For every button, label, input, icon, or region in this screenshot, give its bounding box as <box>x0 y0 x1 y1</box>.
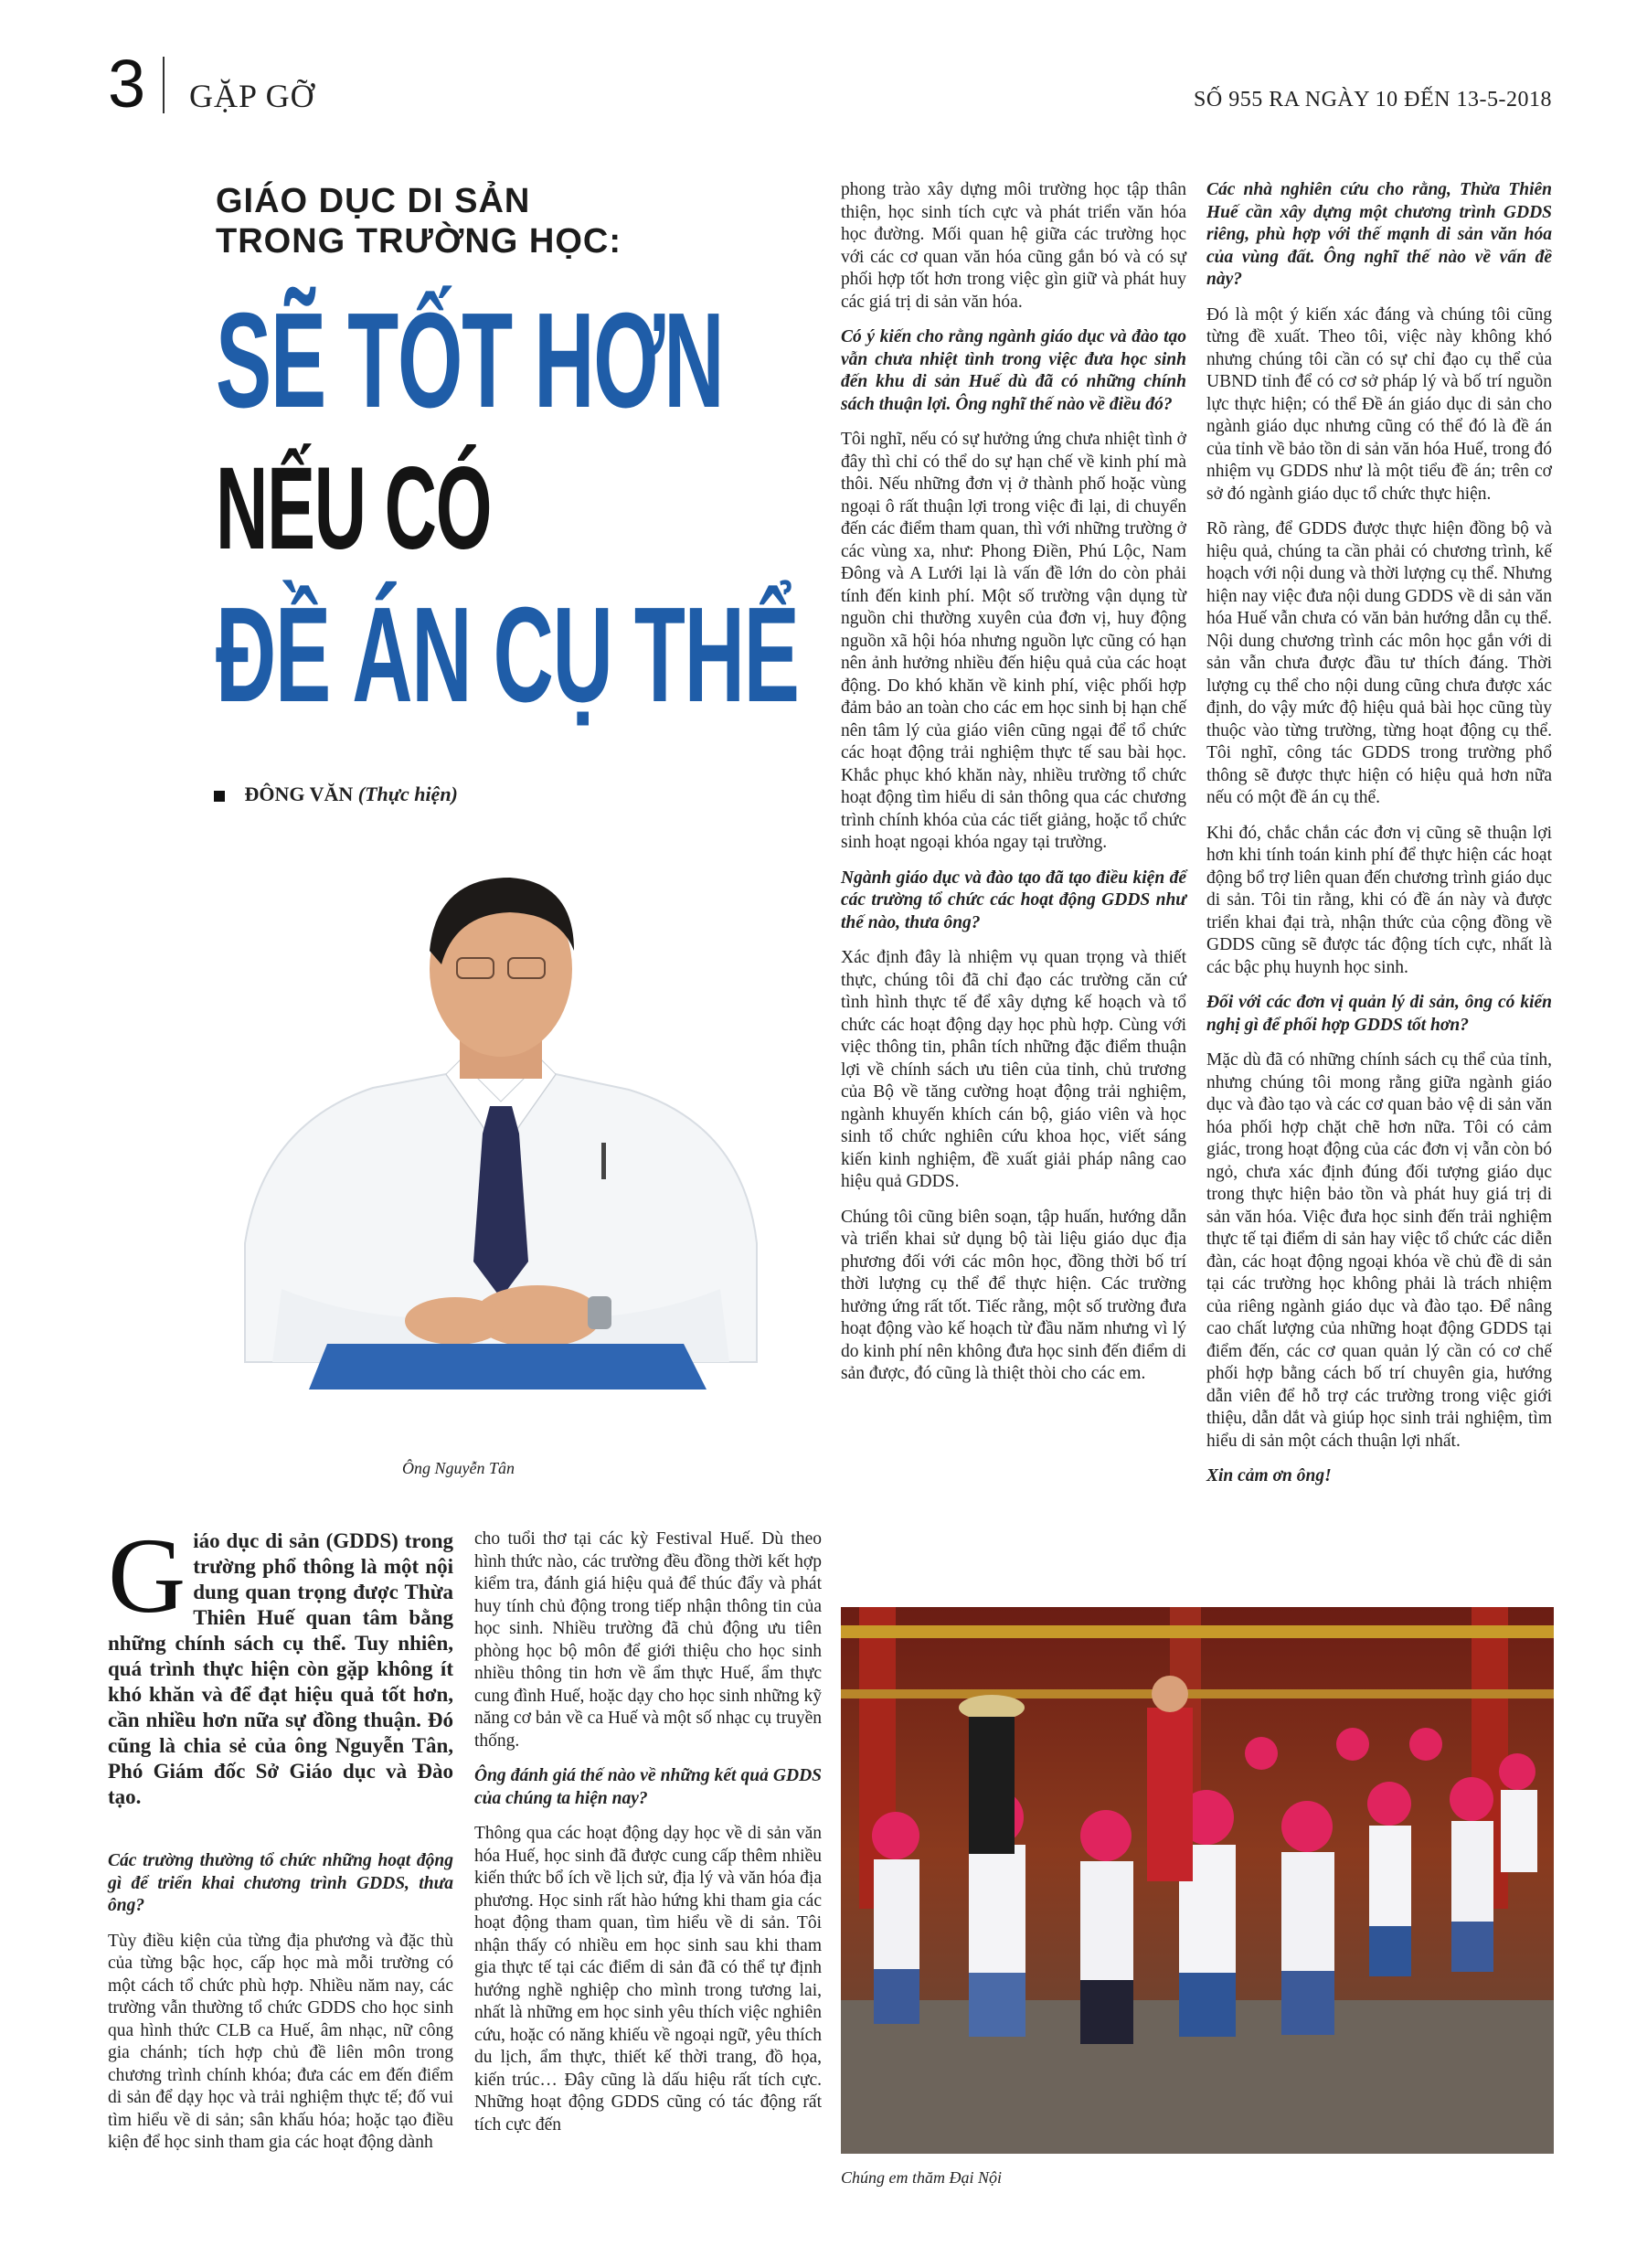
photo-caption: Chúng em thăm Đại Nội <box>841 2168 1003 2187</box>
header-divider <box>163 57 165 113</box>
question-6: Đối với các đơn vị quản lý di sản, ông có kiến nghị gì để phối hợp GDDS tốt hơn? <box>1206 993 1552 1035</box>
portrait-photo <box>208 850 793 1435</box>
headline-line-3: ĐỀ ÁN CỤ THỂ <box>216 580 799 730</box>
answer-6: Mặc dù đã có những chính sách cụ thể của tỉnh, nhưng chúng tôi mong rằng giữa ngành giáo dục và đào tạo và các cơ quan bảo vệ di sản văn hóa phối hợp chặt chẽ hơn nữa. Tôi có cảm giác, trong hoạt động của các đơn vị vẫn còn bó ngỏ, chưa xác định đúng đối tượng giáo dục trong thực hiện bảo tồn và phát huy giá trị di sản văn hóa. Việc đưa học sinh đến trải nghiệm thực tế tại điểm di sản hay việc tổ chức các diễn đàn, các hoạt động ngoại khóa về chủ đề di sản tại các trường học không phải là trách nhiệm của riêng ngành giáo dục và đào tạo. Để nâng cao chất lượng của những hoạt động GDDS tại điểm đến, các cơ quan quản lý cần có cơ chế phối hợp bằng cách bố trí chuyên gia, hướng dẫn viên để hỗ trợ các trường trong việc giới thiệu, dẫn dắt và giúp học sinh trải nghiệm, tìm hiểu di sản một cách thuận lợi nhất. <box>1206 1050 1552 1451</box>
section-title: GẶP GỠ <box>189 78 315 114</box>
answer-4: Xác định đây là nhiệm vụ quan trọng và thiết thực, chúng tôi đã chỉ đạo các trường căn cứ tình hình thực tế để xây dựng kế hoạch và tổ chức các hoạt động dạy học phù hợp. Cùng với việc thông tin, phân tích những đặc điểm thuận lợi về chính sách ưu tiên của tỉnh, chủ trương của Bộ về tăng cường hoạt động trải nghiệm, ngành khuyến khích cán bộ, giáo viên và học sinh tổ chức nghiên cứu khoa học, viết sáng kiến kinh nghiệm, đề xuất giải pháp nâng cao hiệu quả GDDS. <box>841 948 1186 1191</box>
answer-1: Tùy điều kiện của từng địa phương và đặc thù của từng bậc học, cấp học mà mỗi trường có một cách tổ chức phù hợp. Nhiều năm nay, các trường vẫn thường tổ chức GDDS cho học sinh qua hình thức CLB ca Huế, âm nhạc, nữ công gia chánh; tích hợp chủ đề liên môn trong chương trình chính khóa; đưa các em đến điểm di sản để dạy học và trải nghiệm thực tế; đố vui tìm hiểu về di sản; sân khấu hóa; hoặc tạo điều kiện để học sinh tham gia các hoạt động dành <box>108 1931 453 2152</box>
kicker-line: GIÁO DỤC DI SẢN <box>216 182 531 220</box>
headline <box>216 285 837 730</box>
question-3: Có ý kiến cho rằng ngành giáo dục và đào tạo vẫn chưa nhiệt tình trong việc đưa học sinh đến khu di sản Huế dù đã có những chính sách thuận lợi. Ông nghĩ thế nào về điều đó? <box>841 327 1186 414</box>
students-photo <box>841 1607 1554 2154</box>
kicker <box>216 181 801 261</box>
headline-line-1: SẼ TỐT HƠN <box>216 285 724 436</box>
kicker-line: TRONG TRƯỜNG HỌC: <box>216 222 622 261</box>
column-3 <box>841 179 1186 1399</box>
question-4: Ngành giáo dục và đào tạo đã tạo điều kiện để các trường tổ chức các hoạt động GDDS như thế nào, thưa ông? <box>841 868 1186 932</box>
answer-3: Tôi nghĩ, nếu có sự hưởng ứng chưa nhiệt tình ở đây thì chỉ có thể do sự hạn chế về kinh phí mà thôi. Nếu những đơn vị ở thành phố hoặc vùng ngoại ô rất thuận lợi trong việc đi lại, di chuyển đến các điểm tham quan, thì với những trường ở các vùng xa, như: Phong Điền, Phú Lộc, Nam Đông và A Lưới lại là vấn đề lớn do còn phải tính đến kinh phí. Một số trường vận dụng từ nguồn chi thường xuyên của đơn vị, huy động nguồn xã hội hóa nhưng nguồn lực cũng có hạn nên ảnh hưởng nhiều đến hiệu quả của các hoạt động. Do khó khăn về kinh phí, việc phối hợp đảm bảo an toàn cho các em học sinh bị hạn chế nên tâm lý của giáo viên cũng ngại để tổ chức các hoạt động trải nghiệm thực tế sau bài học. Khắc phục khó khăn này, nhiều trường tổ chức hoạt động tìm hiểu di sản thông qua các chương trình chính khóa của các tiết giảng, hoặc tổ chức sinh hoạt ngoại khóa ngay tại trường. <box>841 430 1186 852</box>
closing: Xin cảm ơn ông! <box>1206 1466 1332 1485</box>
column-4 <box>1206 179 1552 1501</box>
portrait-caption: Ông Nguyễn Tân <box>402 1459 515 1477</box>
issue-date: SỐ 955 RA NGÀY 10 ĐẾN 13-5-2018 <box>1194 88 1552 112</box>
paragraph: cho tuổi thơ tại các kỳ Festival Huế. Dù theo hình thức nào, các trường đều đồng thời kết hợp kiểm tra, đánh giá hiệu quả để thúc đẩy và phát huy tính chủ động trong tiếp nhận thông tin của học sinh. Nhiều trường đã chủ động ưu tiên phòng học bộ môn để giới thiệu cho học sinh nhiều thông tin hơn về ẩm thực Huế, ẩm thực cung đình Huế, hoặc dạy cho học sinh những kỹ năng cơ bản về ca Huế và một số nhạc cụ truyền thống. <box>474 1529 822 1751</box>
author: ĐÔNG VĂN <box>244 783 354 805</box>
answer-5: Đó là một ý kiến xác đáng và chúng tôi cũng từng đề xuất. Theo tôi, việc này không khó nhưng chúng tôi cần có sự chỉ đạo cụ thể của UBND tỉnh để có cơ sở pháp lý và bố trí nguồn lực thực hiện; có thể Đề án giáo dục di sản cho ngành giáo dục nhưng cũng có thể đó là đề án của tỉnh về bảo tồn di sản văn hóa Huế, trong đó nhiệm vụ GDDS như là một tiểu đề án; trên cơ sở đó ngành giáo dục tổ chức thực hiện. <box>1206 304 1552 504</box>
lead-text: iáo dục di sản (GDDS) trong trường phổ thông là một nội dung quan trọng được Thừa Thiên Huế quan tâm bằng những chính sách cụ thể. Tuy nhiên, quá trình thực hiện còn gặp không ít khó khăn và để đạt hiệu quả tốt hơn, cần nhiều hơn nữa sự đồng thuận. Đó cũng là chia sẻ của ông Nguyễn Tân, Phó Giám đốc Sở Giáo dục và Đào tạo. <box>108 1529 453 1808</box>
paragraph: Chúng tôi cũng biên soạn, tập huấn, hướng dẫn và triển khai sử dụng bộ tài liệu giáo dục địa phương đối với các môn học, đồng thời bố trí thời lượng cụ thể để thực hiện. Các trường hưởng ứng rất tốt. Tiếc rằng, một số trường đưa hoạt động vào kế hoạch từ đầu năm nhưng vì lý do kinh phí nên không đưa học sinh đến điểm di sản được, đó cũng là thiệt thòi cho các em. <box>841 1207 1186 1383</box>
question-1: Các trường thường tổ chức những hoạt động gì để triển khai chương trình GDDS, thưa ông? <box>108 1851 453 1915</box>
question-5: Các nhà nghiên cứu cho rằng, Thừa Thiên Huế cần xây dựng một chương trình GDDS riêng, phù hợp với thế mạnh di sản văn hóa của vùng đất. Ông nghĩ thế nào về vấn đề này? <box>1206 180 1552 289</box>
lead-paragraph <box>108 1516 453 1810</box>
author-role: (Thực hiện) <box>357 783 458 805</box>
bullet-square-icon <box>214 791 225 802</box>
answer-2: Thông qua các hoạt động dạy học về di sản văn hóa Huế, học sinh đã được cung cấp thêm nhiều kiến thức bổ ích về lịch sử, địa lý và văn hóa địa phương. Học sinh rất hào hứng khi tham gia các hoạt động tham quan, tìm hiểu về di sản. Tôi nhận thấy có nhiều em học sinh sau khi tham gia thực tế tại các điểm di sản đã có thể tự định hướng nghề nghiệp cho mình trong tương lai, nhất là những em học sinh yêu thích việc nghiên cứu, hoặc có năng khiếu về ngoại ngữ, yêu thích du lịch, ẩm thực, thiết kế thời trang, đồ họa, kiến trúc… Đây cũng là dấu hiệu rất tích cực. Những hoạt động GDDS cũng có tác động rất tích cực đến <box>474 1824 822 2135</box>
column-1 <box>108 1516 453 2167</box>
byline <box>214 783 458 806</box>
drop-cap: G <box>108 1516 186 1635</box>
column-2 <box>474 1528 822 2149</box>
paragraph: Khi đó, chắc chắn các đơn vị cũng sẽ thuận lợi hơn khi tính toán kinh phí để thực hiện các hoạt động bổ trợ liên quan đến chương trình giáo dục di sản. Tôi tin rằng, khi có đề án này và được triển khai đại trà, nhận thức của cộng đồng về GDDS cũng sẽ được tác động tích cực, nhất là các bậc phụ huynh học sinh. <box>1206 823 1552 977</box>
question-2: Ông đánh giá thế nào về những kết quả GDDS của chúng ta hiện nay? <box>474 1766 822 1808</box>
paragraph: phong trào xây dựng môi trường học tập thân thiện, học sinh tích cực và phát triển văn hóa học đường. Mối quan hệ giữa các trường học với các cơ quan văn hóa cũng gắn bó và có sự phối hợp tốt hơn trong việc gìn giữ và phát huy các giá trị di sản văn hóa. <box>841 180 1186 312</box>
paragraph: Rõ ràng, để GDDS được thực hiện đồng bộ và hiệu quả, chúng ta cần phải có chương trình, kế hoạch với nội dung và thời lượng cụ thể. Nhưng hiện nay việc đưa nội dung GDDS về di sản văn hóa Huế vẫn chưa có văn bản hướng dẫn cụ thể. Nội dung chương trình các môn học gắn với di sản vẫn chưa được đầu tư thích đáng. Thời lượng cụ thể cho nội dung cũng chưa được xác định, do vậy mức độ hiệu quả bài học cũng tùy thuộc vào từng trường, từng hoạt động cụ thể. Tôi nghĩ, công tác GDDS trong trường phổ thông sẽ được thực hiện có hiệu quả hơn nữa nếu có một đề án cụ thể. <box>1206 519 1552 807</box>
page-number: 3 <box>108 46 146 122</box>
headline-line-2: NẾU CÓ <box>216 443 492 574</box>
